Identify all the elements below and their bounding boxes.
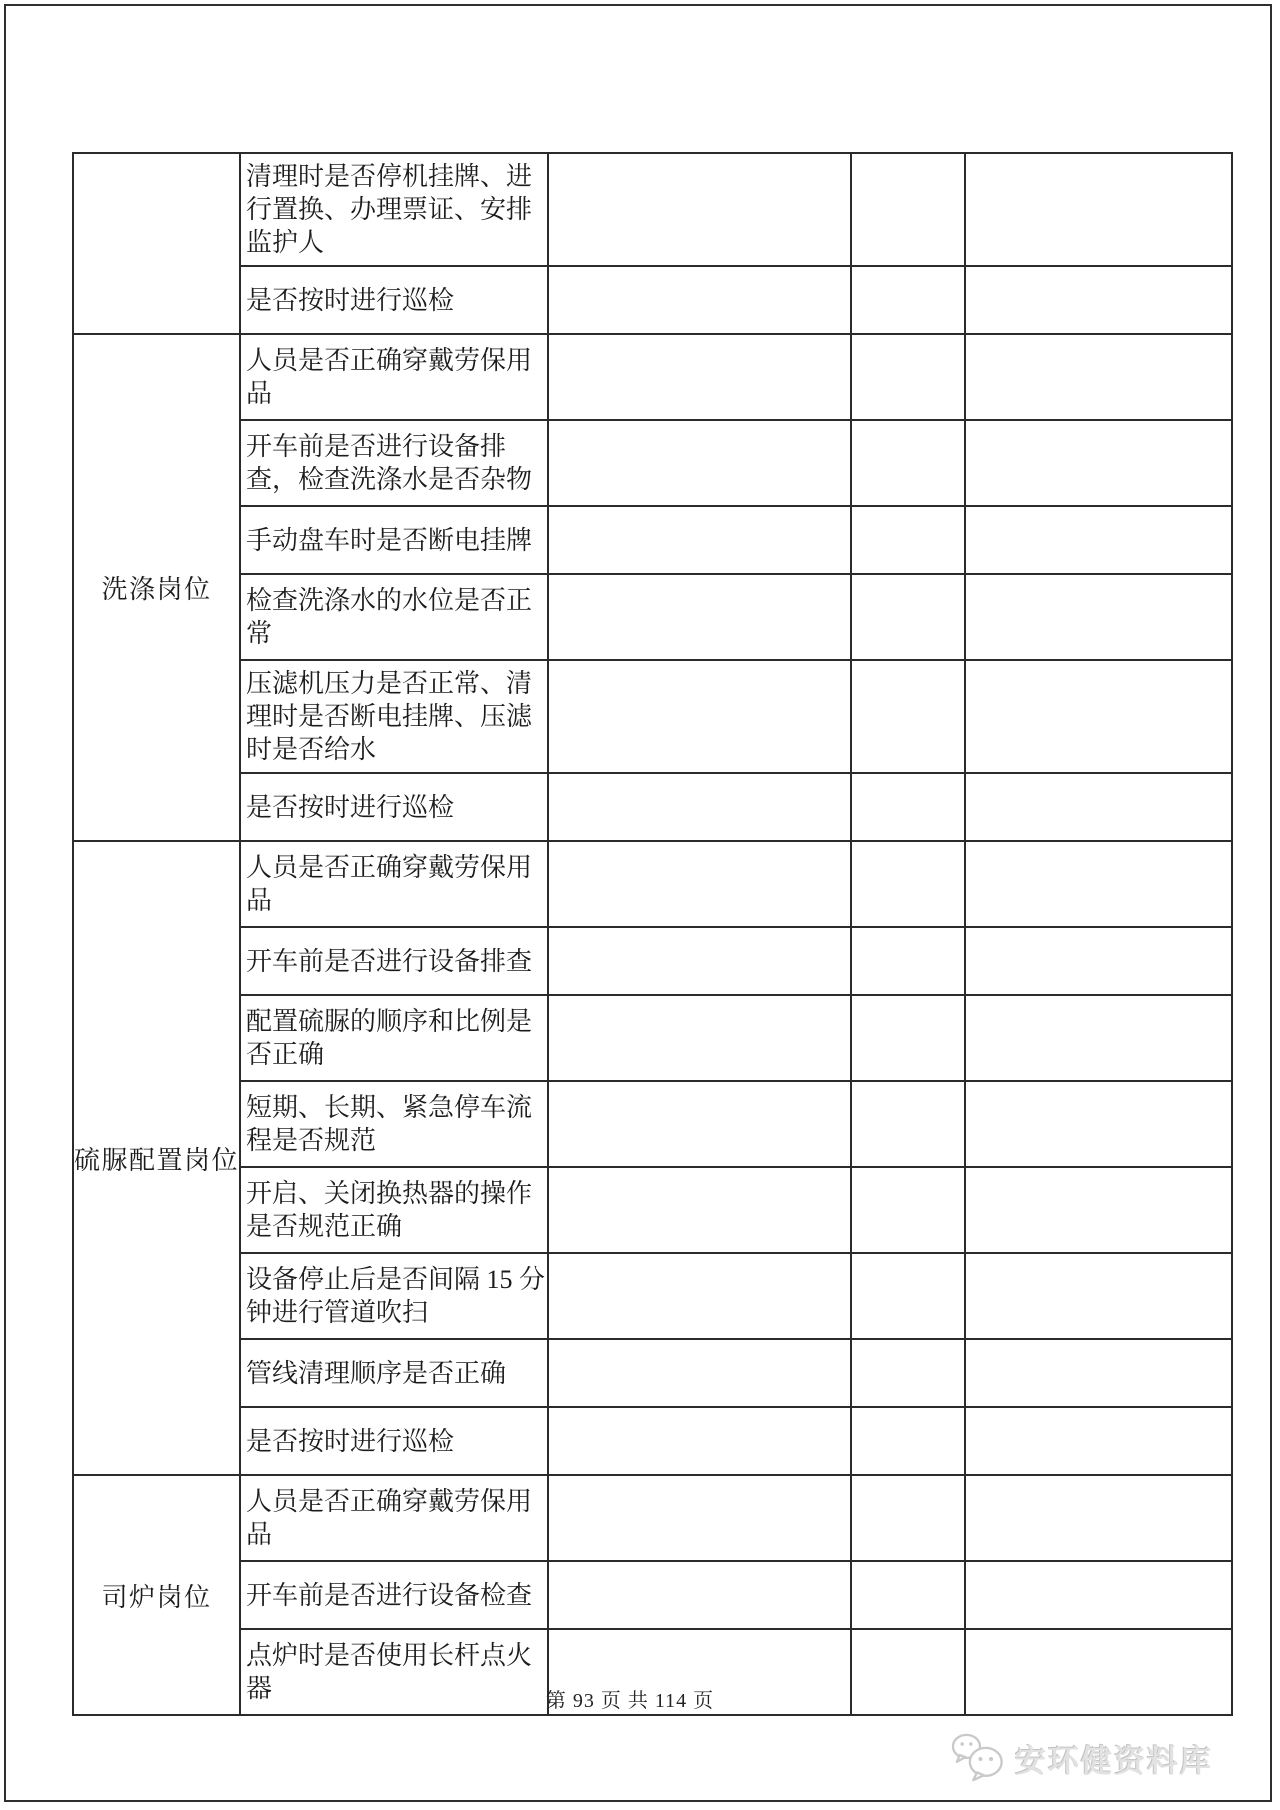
blank-result-cell-3 [966, 335, 1231, 419]
check-item-cell: 开车前是否进行设备排查，检查洗涤水是否杂物 [241, 421, 549, 505]
check-item-cell: 配置硫脲的顺序和比例是否正确 [241, 996, 549, 1080]
position-cell: 洗涤岗位 [74, 335, 241, 840]
blank-result-cell-2 [852, 774, 966, 840]
blank-result-cell-3 [966, 661, 1231, 772]
check-item-cell: 是否按时进行巡检 [241, 1408, 549, 1474]
wechat-bubbles-icon [950, 1732, 1008, 1784]
check-item-cell: 开车前是否进行设备检查 [241, 1562, 549, 1628]
blank-result-cell-3 [966, 928, 1231, 994]
blank-result-cell-1 [549, 1476, 852, 1560]
blank-result-cell-2 [852, 1082, 966, 1166]
watermark [950, 1732, 1213, 1784]
check-item-cell: 检查洗涤水的水位是否正常 [241, 575, 549, 659]
check-item-cell: 开车前是否进行设备排查 [241, 928, 549, 994]
table-row [241, 265, 1231, 333]
blank-result-cell-3 [966, 1476, 1231, 1560]
blank-result-cell-1 [549, 1254, 852, 1338]
blank-result-cell-3 [966, 507, 1231, 573]
table-row [241, 573, 1231, 659]
page-number-text: 第 93 页 共 114 页 [545, 1690, 715, 1712]
check-item-cell: 人员是否正确穿戴劳保用品 [241, 335, 549, 419]
blank-result-cell-1 [549, 335, 852, 419]
blank-result-cell-1 [549, 996, 852, 1080]
blank-result-cell-2 [852, 661, 966, 772]
table-row [241, 1406, 1231, 1474]
blank-result-cell-3 [966, 996, 1231, 1080]
blank-result-cell-1 [549, 842, 852, 926]
blank-result-cell-3 [966, 1254, 1231, 1338]
checklist-table [72, 152, 1233, 1716]
check-item-cell: 手动盘车时是否断电挂牌 [241, 507, 549, 573]
check-item-cell: 是否按时进行巡检 [241, 774, 549, 840]
blank-result-cell-3 [966, 267, 1231, 333]
check-item-cell: 人员是否正确穿戴劳保用品 [241, 842, 549, 926]
position-cell [74, 154, 241, 333]
table-row [241, 926, 1231, 994]
blank-result-cell-3 [966, 1168, 1231, 1252]
table-section [74, 333, 1231, 840]
table-row [241, 772, 1231, 840]
blank-result-cell-2 [852, 1476, 966, 1560]
blank-result-cell-2 [852, 507, 966, 573]
page-footer [0, 1684, 1260, 1713]
blank-result-cell-1 [549, 575, 852, 659]
table-row [241, 659, 1231, 772]
position-cell: 司炉岗位 [74, 1476, 241, 1714]
table-row [241, 1338, 1231, 1406]
check-item-cell: 压滤机压力是否正常、清理时是否断电挂牌、压滤时是否给水 [241, 661, 549, 772]
table-section [74, 1474, 1231, 1714]
blank-result-cell-2 [852, 1168, 966, 1252]
blank-result-cell-1 [549, 154, 852, 265]
blank-result-cell-1 [549, 267, 852, 333]
blank-result-cell-2 [852, 154, 966, 265]
blank-result-cell-1 [549, 1562, 852, 1628]
check-item-cell: 短期、长期、紧急停车流程是否规范 [241, 1082, 549, 1166]
blank-result-cell-2 [852, 267, 966, 333]
blank-result-cell-3 [966, 421, 1231, 505]
blank-result-cell-3 [966, 1408, 1231, 1474]
blank-result-cell-1 [549, 661, 852, 772]
check-item-cell: 管线清理顺序是否正确 [241, 1340, 549, 1406]
blank-result-cell-3 [966, 774, 1231, 840]
blank-result-cell-3 [966, 1340, 1231, 1406]
blank-result-cell-1 [549, 421, 852, 505]
blank-result-cell-2 [852, 1340, 966, 1406]
check-item-cell: 设备停止后是否间隔 15 分钟进行管道吹扫 [241, 1254, 549, 1338]
blank-result-cell-2 [852, 928, 966, 994]
blank-result-cell-1 [549, 928, 852, 994]
table-row [241, 505, 1231, 573]
blank-result-cell-3 [966, 575, 1231, 659]
blank-result-cell-2 [852, 996, 966, 1080]
blank-result-cell-2 [852, 1408, 966, 1474]
table-row [241, 419, 1231, 505]
table-section [74, 154, 1231, 333]
blank-result-cell-2 [852, 1254, 966, 1338]
check-item-cell: 开启、关闭换热器的操作是否规范正确 [241, 1168, 549, 1252]
table-row [241, 842, 1231, 926]
watermark-text: 安环健资料库 [1015, 1743, 1213, 1779]
table-row [241, 1080, 1231, 1166]
blank-result-cell-1 [549, 774, 852, 840]
table-row [241, 335, 1231, 419]
blank-result-cell-2 [852, 335, 966, 419]
blank-result-cell-2 [852, 421, 966, 505]
table-row [241, 1252, 1231, 1338]
blank-result-cell-3 [966, 1562, 1231, 1628]
blank-result-cell-1 [549, 1340, 852, 1406]
table-row [241, 1560, 1231, 1628]
blank-result-cell-1 [549, 507, 852, 573]
check-item-cell: 人员是否正确穿戴劳保用品 [241, 1476, 549, 1560]
blank-result-cell-2 [852, 842, 966, 926]
check-item-cell: 是否按时进行巡检 [241, 267, 549, 333]
table-row [241, 1476, 1231, 1560]
table-row [241, 994, 1231, 1080]
table-section [74, 840, 1231, 1474]
blank-result-cell-1 [549, 1082, 852, 1166]
blank-result-cell-1 [549, 1408, 852, 1474]
blank-result-cell-2 [852, 1562, 966, 1628]
blank-result-cell-3 [966, 842, 1231, 926]
blank-result-cell-1 [549, 1168, 852, 1252]
table-row [241, 1166, 1231, 1252]
blank-result-cell-2 [852, 575, 966, 659]
blank-result-cell-3 [966, 154, 1231, 265]
table-row [241, 154, 1231, 265]
check-item-cell: 点炉时是否使用长杆点火器 [241, 1630, 549, 1714]
position-cell: 硫脲配置岗位 [74, 842, 241, 1474]
check-item-cell: 清理时是否停机挂牌、进行置换、办理票证、安排监护人 [241, 154, 549, 265]
blank-result-cell-3 [966, 1082, 1231, 1166]
